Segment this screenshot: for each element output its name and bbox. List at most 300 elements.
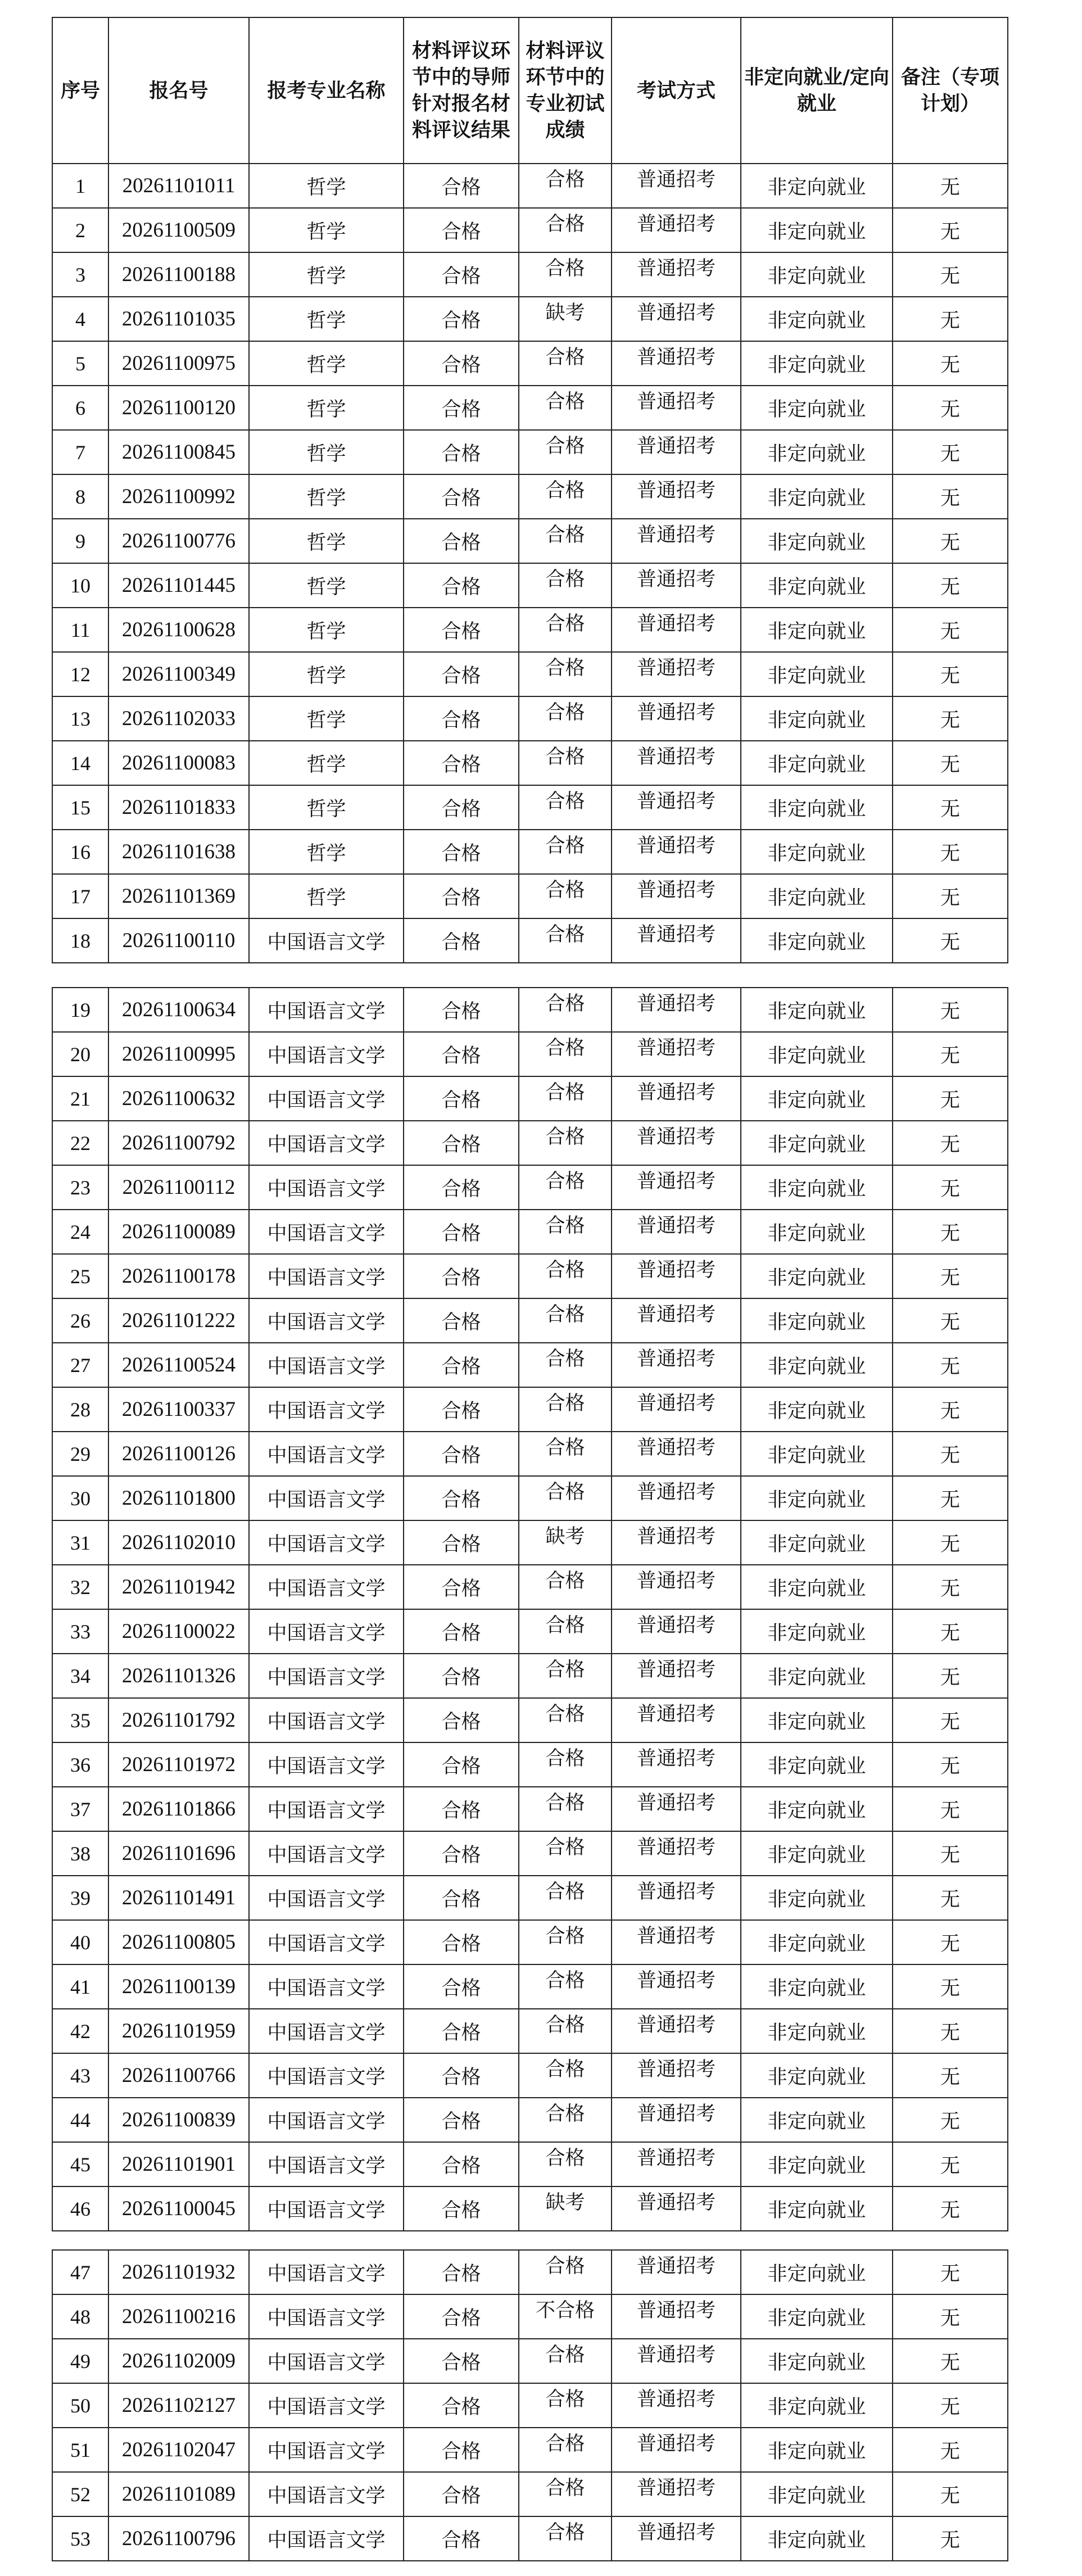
special-plan-note-cell: 无 [893,1920,1008,1964]
exam-mode-cell: 普通招考 [612,2009,741,2053]
special-plan-note-cell: 无 [893,563,1008,608]
employment-type-cell: 非定向就业 [741,2383,893,2428]
special-plan-note-cell: 无 [893,2472,1008,2516]
special-plan-note-cell: 无 [893,2339,1008,2383]
employment-type-cell: 非定向就业 [741,741,893,785]
table-body [52,2250,1008,2561]
exam-mode-cell: 普通招考 [612,2516,741,2561]
employment-type-cell: 非定向就业 [741,430,893,474]
employment-type-cell: 非定向就业 [741,1609,893,1654]
exam-mode-cell: 普通招考 [612,1787,741,1831]
special-plan-note-cell: 无 [893,1032,1008,1076]
major-name-cell: 中国语言文学 [249,2098,404,2142]
employment-type-cell: 非定向就业 [741,1742,893,1787]
registration-number-cell: 20261101901 [108,2142,249,2186]
exam-mode-cell: 普通招考 [612,1831,741,1876]
row-number-cell: 23 [52,1165,108,1210]
special-plan-note-cell: 无 [893,430,1008,474]
major-name-cell: 哲学 [249,208,404,252]
special-plan-note-cell: 无 [893,830,1008,874]
material-review-result-cell: 合格 [404,1654,519,1698]
registration-number-cell: 20261100112 [108,1165,249,1210]
table-row [52,1076,1008,1121]
table-row [52,2428,1008,2472]
material-review-result-cell: 合格 [404,1298,519,1343]
table-row [52,474,1008,519]
preliminary-score-cell: 合格 [519,430,612,474]
material-review-result-cell: 合格 [404,2250,519,2294]
registration-number-cell: 20261100992 [108,474,249,519]
exam-mode-cell: 普通招考 [612,874,741,918]
row-number-cell: 52 [52,2472,108,2516]
exam-mode-cell: 普通招考 [612,1254,741,1298]
preliminary-score-cell: 合格 [519,2142,612,2186]
major-name-cell: 中国语言文学 [249,1121,404,1165]
major-name-cell: 哲学 [249,474,404,519]
major-name-cell: 哲学 [249,785,404,830]
exam-mode-cell: 普通招考 [612,918,741,963]
row-number-cell: 11 [52,608,108,652]
registration-number-cell: 20261101932 [108,2250,249,2294]
employment-type-cell: 非定向就业 [741,785,893,830]
major-name-cell: 中国语言文学 [249,2142,404,2186]
row-number-cell: 15 [52,785,108,830]
employment-type-cell: 非定向就业 [741,2186,893,2231]
employment-type-cell: 非定向就业 [741,297,893,341]
table-row [52,2472,1008,2516]
material-review-result-cell: 合格 [404,2294,519,2339]
registration-number-cell: 20261102009 [108,2339,249,2383]
preliminary-score-cell: 合格 [519,1609,612,1654]
exam-mode-cell: 普通招考 [612,2053,741,2098]
major-name-cell: 哲学 [249,164,404,208]
registration-number-cell: 20261100188 [108,252,249,297]
table-row [52,386,1008,430]
preliminary-score-cell: 合格 [519,386,612,430]
row-number-cell: 7 [52,430,108,474]
row-number-cell: 48 [52,2294,108,2339]
major-name-cell: 哲学 [249,874,404,918]
special-plan-note-cell: 无 [893,1609,1008,1654]
major-name-cell: 哲学 [249,519,404,563]
special-plan-note-cell: 无 [893,1876,1008,1920]
material-review-result-cell: 合格 [404,1876,519,1920]
row-number-cell: 25 [52,1254,108,1298]
preliminary-score-cell: 合格 [519,1076,612,1121]
registration-number-cell: 20261100766 [108,2053,249,2098]
employment-type-cell: 非定向就业 [741,1876,893,1920]
special-plan-note-cell: 无 [893,2142,1008,2186]
employment-type-cell: 非定向就业 [741,563,893,608]
material-review-result-cell: 合格 [404,1609,519,1654]
registration-number-cell: 20261101833 [108,785,249,830]
exam-mode-cell: 普通招考 [612,519,741,563]
major-name-cell: 中国语言文学 [249,1831,404,1876]
table-body [52,988,1008,2231]
registration-number-cell: 20261100349 [108,652,249,696]
registration-number-cell: 20261100083 [108,741,249,785]
special-plan-note-cell: 无 [893,1831,1008,1876]
major-name-cell: 中国语言文学 [249,1210,404,1254]
material-review-result-cell: 合格 [404,2339,519,2383]
registration-number-cell: 20261102010 [108,1520,249,1565]
exam-mode-cell: 普通招考 [612,297,741,341]
employment-type-cell: 非定向就业 [741,1787,893,1831]
material-review-result-cell: 合格 [404,988,519,1032]
row-number-cell: 21 [52,1076,108,1121]
major-name-cell: 中国语言文学 [249,1476,404,1520]
header-cell: 非定向就业/定向就业 [741,17,893,164]
preliminary-score-cell: 合格 [519,1032,612,1076]
material-review-result-cell: 合格 [404,252,519,297]
row-number-cell: 35 [52,1698,108,1742]
registration-number-cell: 20261100634 [108,988,249,1032]
table-row [52,519,1008,563]
exam-mode-cell: 普通招考 [612,1698,741,1742]
registration-number-cell: 20261100792 [108,1121,249,1165]
material-review-result-cell: 合格 [404,341,519,386]
employment-type-cell: 非定向就业 [741,252,893,297]
row-number-cell: 32 [52,1565,108,1609]
material-review-result-cell: 合格 [404,830,519,874]
preliminary-score-cell: 合格 [519,874,612,918]
major-name-cell: 中国语言文学 [249,1565,404,1609]
major-name-cell: 中国语言文学 [249,1432,404,1476]
registration-number-cell: 20261101369 [108,874,249,918]
header-cell: 报名号 [108,17,249,164]
material-review-result-cell: 合格 [404,785,519,830]
registration-number-cell: 20261101089 [108,2472,249,2516]
row-number-cell: 24 [52,1210,108,1254]
row-number-cell: 4 [52,297,108,341]
preliminary-score-cell: 合格 [519,1742,612,1787]
table-row [52,785,1008,830]
table-row [52,1609,1008,1654]
material-review-result-cell: 合格 [404,2472,519,2516]
preliminary-score-cell: 缺考 [519,297,612,341]
registration-number-cell: 20261100110 [108,918,249,963]
material-review-result-cell: 合格 [404,1121,519,1165]
registration-number-cell: 20261100178 [108,1254,249,1298]
exam-mode-cell: 普通招考 [612,1742,741,1787]
material-review-result-cell: 合格 [404,474,519,519]
employment-type-cell: 非定向就业 [741,2053,893,2098]
registration-number-cell: 20261100796 [108,2516,249,2561]
major-name-cell: 中国语言文学 [249,1698,404,1742]
employment-type-cell: 非定向就业 [741,1165,893,1210]
row-number-cell: 2 [52,208,108,252]
row-number-cell: 47 [52,2250,108,2294]
preliminary-score-cell: 合格 [519,1432,612,1476]
preliminary-score-cell: 合格 [519,652,612,696]
exam-mode-cell: 普通招考 [612,2472,741,2516]
admission-table-page-1 [52,17,1008,963]
admission-table-page-3 [52,2249,1008,2561]
material-review-result-cell: 合格 [404,1742,519,1787]
registration-number-cell: 20261102033 [108,696,249,741]
material-review-result-cell: 合格 [404,2009,519,2053]
table-row [52,2142,1008,2186]
material-review-result-cell: 合格 [404,386,519,430]
major-name-cell: 中国语言文学 [249,1787,404,1831]
special-plan-note-cell: 无 [893,1387,1008,1432]
table-row [52,2383,1008,2428]
major-name-cell: 哲学 [249,741,404,785]
registration-number-cell: 20261100628 [108,608,249,652]
employment-type-cell: 非定向就业 [741,652,893,696]
material-review-result-cell: 合格 [404,2383,519,2428]
table-row [52,696,1008,741]
exam-mode-cell: 普通招考 [612,2250,741,2294]
table-row [52,1254,1008,1298]
material-review-result-cell: 合格 [404,1254,519,1298]
table-row [52,252,1008,297]
preliminary-score-cell: 合格 [519,1254,612,1298]
material-review-result-cell: 合格 [404,164,519,208]
preliminary-score-cell: 合格 [519,563,612,608]
major-name-cell: 中国语言文学 [249,1609,404,1654]
material-review-result-cell: 合格 [404,1964,519,2009]
table-row [52,2098,1008,2142]
admission-table-page-2 [52,987,1008,2231]
major-name-cell: 中国语言文学 [249,2383,404,2428]
special-plan-note-cell: 无 [893,1476,1008,1520]
table-row [52,208,1008,252]
preliminary-score-cell: 合格 [519,2516,612,2561]
preliminary-score-cell: 合格 [519,1787,612,1831]
table-row [52,1654,1008,1698]
employment-type-cell: 非定向就业 [741,208,893,252]
row-number-cell: 14 [52,741,108,785]
registration-number-cell: 20261100216 [108,2294,249,2339]
exam-mode-cell: 普通招考 [612,1210,741,1254]
table-row [52,1387,1008,1432]
preliminary-score-cell: 合格 [519,1343,612,1387]
registration-number-cell: 20261101035 [108,297,249,341]
employment-type-cell: 非定向就业 [741,918,893,963]
row-number-cell: 38 [52,1831,108,1876]
special-plan-note-cell: 无 [893,1787,1008,1831]
row-number-cell: 42 [52,2009,108,2053]
registration-number-cell: 20261101942 [108,1565,249,1609]
table-row [52,1565,1008,1609]
material-review-result-cell: 合格 [404,608,519,652]
exam-mode-cell: 普通招考 [612,785,741,830]
special-plan-note-cell: 无 [893,1121,1008,1165]
exam-mode-cell: 普通招考 [612,1387,741,1432]
exam-mode-cell: 普通招考 [612,1920,741,1964]
table-row [52,1876,1008,1920]
table-row [52,563,1008,608]
registration-number-cell: 20261100337 [108,1387,249,1432]
material-review-result-cell: 合格 [404,297,519,341]
row-number-cell: 12 [52,652,108,696]
employment-type-cell: 非定向就业 [741,1076,893,1121]
table-row [52,2250,1008,2294]
special-plan-note-cell: 无 [893,1432,1008,1476]
employment-type-cell: 非定向就业 [741,2472,893,2516]
employment-type-cell: 非定向就业 [741,341,893,386]
registration-number-cell: 20261100139 [108,1964,249,2009]
row-number-cell: 44 [52,2098,108,2142]
material-review-result-cell: 合格 [404,208,519,252]
material-review-result-cell: 合格 [404,1565,519,1609]
special-plan-note-cell: 无 [893,2053,1008,2098]
preliminary-score-cell: 合格 [519,2009,612,2053]
registration-number-cell: 20261101326 [108,1654,249,1698]
special-plan-note-cell: 无 [893,1520,1008,1565]
preliminary-score-cell: 合格 [519,2428,612,2472]
material-review-result-cell: 合格 [404,2516,519,2561]
preliminary-score-cell: 合格 [519,1121,612,1165]
exam-mode-cell: 普通招考 [612,474,741,519]
material-review-result-cell: 合格 [404,1520,519,1565]
major-name-cell: 中国语言文学 [249,1254,404,1298]
table-row [52,430,1008,474]
row-number-cell: 36 [52,1742,108,1787]
employment-type-cell: 非定向就业 [741,1654,893,1698]
row-number-cell: 40 [52,1920,108,1964]
major-name-cell: 中国语言文学 [249,1654,404,1698]
row-number-cell: 37 [52,1787,108,1831]
preliminary-score-cell: 合格 [519,918,612,963]
preliminary-score-cell: 合格 [519,1698,612,1742]
special-plan-note-cell: 无 [893,1343,1008,1387]
row-number-cell: 49 [52,2339,108,2383]
table-row [52,2516,1008,2561]
registration-number-cell: 20261100022 [108,1609,249,1654]
major-name-cell: 中国语言文学 [249,1876,404,1920]
employment-type-cell: 非定向就业 [741,988,893,1032]
major-name-cell: 中国语言文学 [249,2186,404,2231]
material-review-result-cell: 合格 [404,1076,519,1121]
registration-number-cell: 20261100805 [108,1920,249,1964]
preliminary-score-cell: 合格 [519,2472,612,2516]
major-name-cell: 中国语言文学 [249,1298,404,1343]
row-number-cell: 19 [52,988,108,1032]
special-plan-note-cell: 无 [893,2186,1008,2231]
header-cell: 备注（专项计划） [893,17,1008,164]
row-number-cell: 6 [52,386,108,430]
preliminary-score-cell: 合格 [519,608,612,652]
preliminary-score-cell: 合格 [519,1387,612,1432]
special-plan-note-cell: 无 [893,1742,1008,1787]
material-review-result-cell: 合格 [404,1831,519,1876]
employment-type-cell: 非定向就业 [741,1432,893,1476]
preliminary-score-cell: 合格 [519,988,612,1032]
exam-mode-cell: 普通招考 [612,741,741,785]
row-number-cell: 20 [52,1032,108,1076]
table-row [52,1787,1008,1831]
employment-type-cell: 非定向就业 [741,1920,893,1964]
exam-mode-cell: 普通招考 [612,563,741,608]
special-plan-note-cell: 无 [893,785,1008,830]
exam-mode-cell: 普通招考 [612,1298,741,1343]
exam-mode-cell: 普通招考 [612,1876,741,1920]
exam-mode-cell: 普通招考 [612,2428,741,2472]
special-plan-note-cell: 无 [893,252,1008,297]
material-review-result-cell: 合格 [404,2428,519,2472]
employment-type-cell: 非定向就业 [741,696,893,741]
row-number-cell: 26 [52,1298,108,1343]
employment-type-cell: 非定向就业 [741,1387,893,1432]
special-plan-note-cell: 无 [893,2516,1008,2561]
row-number-cell: 39 [52,1876,108,1920]
exam-mode-cell: 普通招考 [612,1609,741,1654]
table-row [52,652,1008,696]
row-number-cell: 17 [52,874,108,918]
exam-mode-cell: 普通招考 [612,2383,741,2428]
special-plan-note-cell: 无 [893,386,1008,430]
major-name-cell: 哲学 [249,430,404,474]
row-number-cell: 27 [52,1343,108,1387]
employment-type-cell: 非定向就业 [741,2142,893,2186]
employment-type-cell: 非定向就业 [741,2098,893,2142]
employment-type-cell: 非定向就业 [741,2516,893,2561]
table-row [52,1121,1008,1165]
special-plan-note-cell: 无 [893,519,1008,563]
preliminary-score-cell: 合格 [519,1654,612,1698]
special-plan-note-cell: 无 [893,1298,1008,1343]
registration-number-cell: 20261101491 [108,1876,249,1920]
major-name-cell: 中国语言文学 [249,2472,404,2516]
preliminary-score-cell: 合格 [519,341,612,386]
row-number-cell: 46 [52,2186,108,2231]
major-name-cell: 中国语言文学 [249,2009,404,2053]
exam-mode-cell: 普通招考 [612,1520,741,1565]
material-review-result-cell: 合格 [404,1432,519,1476]
preliminary-score-cell: 合格 [519,2098,612,2142]
material-review-result-cell: 合格 [404,696,519,741]
header-cell: 报考专业名称 [249,17,404,164]
table-row [52,1210,1008,1254]
exam-mode-cell: 普通招考 [612,252,741,297]
exam-mode-cell: 普通招考 [612,652,741,696]
row-number-cell: 9 [52,519,108,563]
major-name-cell: 中国语言文学 [249,1076,404,1121]
row-number-cell: 5 [52,341,108,386]
table-row [52,1964,1008,2009]
special-plan-note-cell: 无 [893,1254,1008,1298]
major-name-cell: 哲学 [249,696,404,741]
exam-mode-cell: 普通招考 [612,1432,741,1476]
registration-number-cell: 20261100120 [108,386,249,430]
row-number-cell: 29 [52,1432,108,1476]
table-row [52,1742,1008,1787]
registration-number-cell: 20261100632 [108,1076,249,1121]
row-number-cell: 33 [52,1609,108,1654]
row-number-cell: 16 [52,830,108,874]
table-row [52,2186,1008,2231]
employment-type-cell: 非定向就业 [741,164,893,208]
major-name-cell: 中国语言文学 [249,918,404,963]
material-review-result-cell: 合格 [404,563,519,608]
major-name-cell: 中国语言文学 [249,1343,404,1387]
employment-type-cell: 非定向就业 [741,474,893,519]
preliminary-score-cell: 合格 [519,1210,612,1254]
registration-number-cell: 20261101800 [108,1476,249,1520]
material-review-result-cell: 合格 [404,1210,519,1254]
registration-number-cell: 20261100089 [108,1210,249,1254]
exam-mode-cell: 普通招考 [612,1076,741,1121]
preliminary-score-cell: 合格 [519,1165,612,1210]
material-review-result-cell: 合格 [404,2186,519,2231]
exam-mode-cell: 普通招考 [612,2186,741,2231]
row-number-cell: 43 [52,2053,108,2098]
row-number-cell: 3 [52,252,108,297]
preliminary-score-cell: 合格 [519,2339,612,2383]
exam-mode-cell: 普通招考 [612,830,741,874]
